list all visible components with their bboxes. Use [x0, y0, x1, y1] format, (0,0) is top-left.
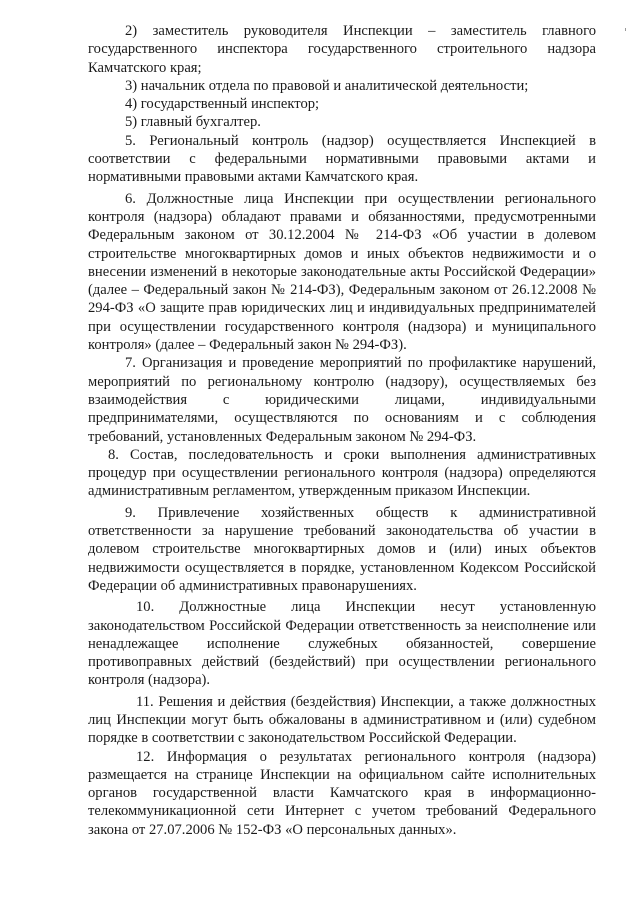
paragraph-8: 8. Состав, последовательность и сроки выполнения административных процедур при осуществлении регионального контроля (надзора) определяются административным регламентом, утвержденным приказом Инспекции. [88, 446, 596, 500]
paragraph-6: 6. Должностные лица Инспекции при осуществлении регионального контроля (надзора) обладают правами и обязанностями, предусмотренными Федеральным законом от 30.12.2004 № 214-ФЗ «Об участии в долевом строительстве многоквартирных домов и иных объектов недвижимости и о внесении изменений в некоторые законодательные акты Российской Федерации» (далее – Федеральный закон № 214-ФЗ), Федеральным законом от 26.12.2008 № 294-ФЗ «О защите прав юридических лиц и индивидуальных предпринимателей при осуществлении государственного контроля (надзора) и муниципального контроля» (далее – Федеральный закон № 294-ФЗ). [88, 190, 596, 354]
paragraph-9: 9. Привлечение хозяйственных обществ к административной ответственности за нарушение требований законодательства об участии в долевом строительстве многоквартирных домов и (или) иных объектов недвижимости осуществляется в порядке, установленном Кодексом Российской Федерации об административных правонарушениях. [88, 504, 596, 594]
paragraph-7: 7. Организация и проведение мероприятий по профилактике нарушений, мероприятий по региональному контролю (надзору), осуществляемых без взаимодействия с юридическими лицами, индивидуальными предпринимателями, осуществляются по основаниям и с соблюдения требований, установленных Федеральным законом № 294-ФЗ. [88, 355, 596, 445]
paragraph-5: 5. Региональный контроль (надзор) осуществляется Инспекцией в соответствии с федеральными нормативными правовыми актами и нормативными правовыми актами Камчатского края. [88, 132, 596, 186]
paragraph-11: 11. Решения и действия (бездействия) Инспекции, а также должностных лиц Инспекции могут быть обжалованы в административном и (или) судебном порядке в соответствии с законодательством Российской Федерации. [88, 693, 596, 747]
list-item-legal-dept-head: 3) начальник отдела по правовой и аналитической деятельности; [125, 77, 529, 94]
document-body [88, 22, 596, 839]
list-item-state-inspector: 4) государственный инспектор; [125, 96, 320, 113]
list-item-deputy-head: 2) заместитель руководителя Инспекции – заместитель главного государственного инспектора государственного строительного надзора Камчатского края; [88, 23, 596, 76]
paragraph-10: 10. Должностные лица Инспекции несут установленную законодательством Российской Федерации ответственность за неисполнение или ненадлежащее исполнение служебных обязанностей, совершение противоправных действий (бездействий) при осуществлении регионального контроля (надзора). [88, 599, 596, 689]
list-item-chief-accountant: 5) главный бухгалтер. [125, 114, 261, 131]
paragraph-12: 12. Информация о результатах регионального контроля (надзора) размещается на странице Инспекции на официальном сайте исполнительных органов государственной власти Камчатского края в информационно-телекоммуникационной сети Интернет с учетом требований Федерального закона от 27.07.2006 № 152-ФЗ «О персональных данных». [88, 748, 596, 838]
scan-mark [625, 28, 626, 31]
